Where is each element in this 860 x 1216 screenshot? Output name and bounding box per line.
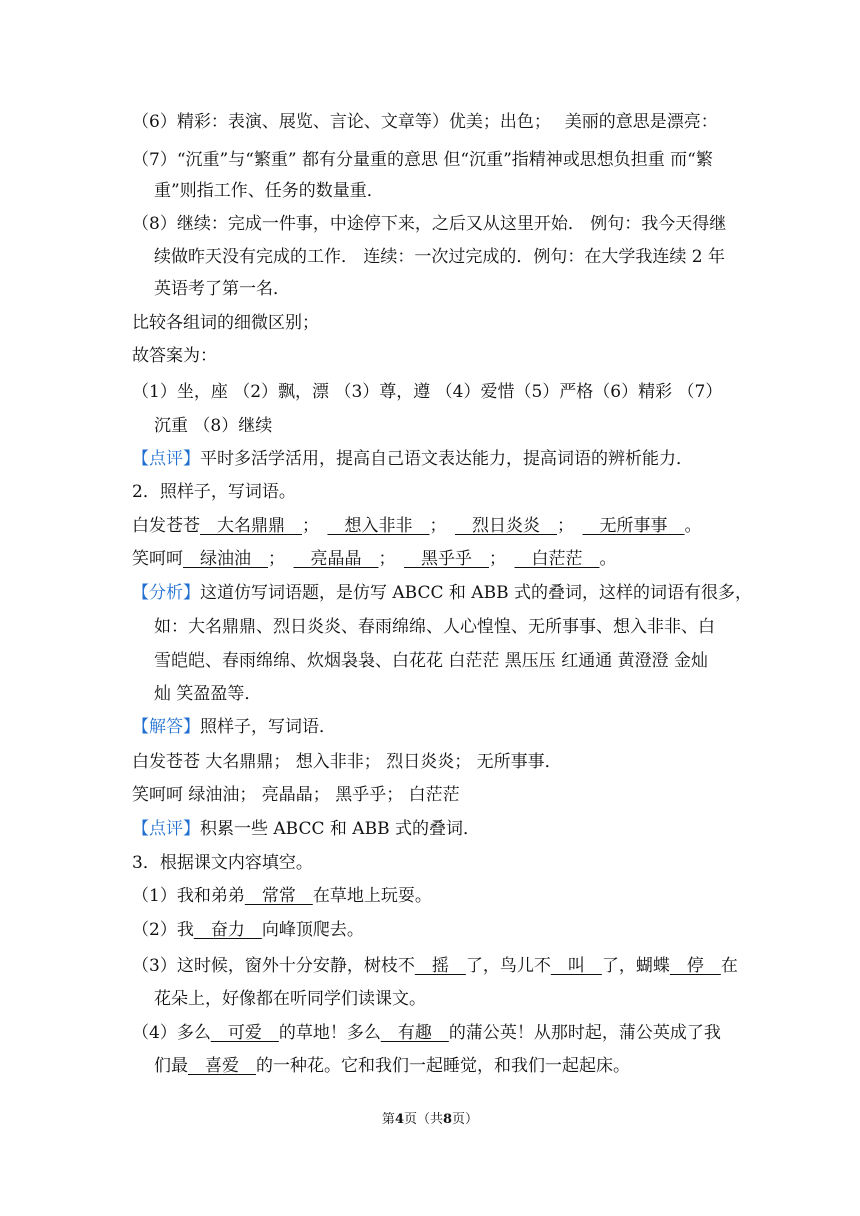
answer-blank: 亮晶晶	[293, 549, 379, 569]
text-line: 故答案为：	[132, 346, 217, 366]
analysis-tag: 【分析】	[132, 583, 200, 603]
comment-text: 积累一些 ABCC 和 ABB 式的叠词．	[200, 819, 480, 839]
text-line: （8）继续：完成一件事，中途停下来，之后又从这里开始． 例句：我今天得继	[132, 214, 727, 234]
answer-blank: 常常	[244, 886, 313, 906]
text-line: 花朵上，好像都在听同学们读课文。	[154, 989, 426, 1009]
answer-blank: 可爱	[210, 1023, 279, 1043]
question-heading: 2．照样子，写词语。	[132, 482, 296, 502]
text-line: 雪皑皑、春雨绵绵、炊烟袅袅、白花花 白茫茫 黑压压 红通通 黄澄澄 金灿	[154, 651, 709, 671]
answer-line: 笑呵呵 绿油油 ； 亮晶晶 ； 黑乎乎 ； 白茫茫 。	[132, 549, 617, 569]
comment-tag: 【点评】	[132, 449, 200, 469]
text-line: 重”则指工作、任务的数量重．	[154, 181, 384, 201]
page-total: 8	[443, 1112, 453, 1127]
example-word: 白发苍苍	[132, 516, 200, 536]
answer-blank: 白茫茫	[514, 549, 600, 569]
solution-text: 照样子，写词语．	[200, 717, 336, 737]
fill-line: 们最 喜爱 的一种花。它和我们一起睡觉，和我们一起起床。	[154, 1056, 630, 1076]
answer-blank: 大名鼎鼎	[200, 516, 302, 536]
text-line: 如：大名鼎鼎、烈日炎炎、春雨绵绵、人心惶惶、无所事事、想入非非、白	[154, 617, 715, 637]
text-line: （7）“沉重”与“繁重” 都有分量重的意思 但“沉重”指精神或思想负担重 而“繁	[132, 150, 713, 170]
comment-line	[132, 449, 693, 469]
text-line: 英语考了第一名．	[154, 279, 290, 299]
answer-line: 白发苍苍 大名鼎鼎 ； 想入非非 ； 烈日炎炎 ； 无所事事 。	[132, 516, 702, 536]
answer-blank: 绿油油	[183, 549, 268, 569]
answer-blank: 叫	[550, 956, 602, 976]
answer-blank: 喜爱	[188, 1056, 256, 1076]
text-line: 灿 笑盈盈等．	[154, 684, 262, 704]
answer-blank: 停	[669, 956, 721, 976]
text-line: 比较各组词的细微区别；	[132, 313, 319, 333]
answer-blank: 奋力	[193, 920, 262, 940]
fill-line: （4）多么 可爱 的草地！多么 有趣 的蒲公英！从那时起，蒲公英成了我	[132, 1023, 721, 1043]
answer-blank: 无所事事	[582, 516, 685, 536]
answer-blank: 有趣	[380, 1023, 449, 1043]
fill-line: （2）我 奋力 向峰顶爬去。	[132, 920, 364, 940]
text-line: 沉重 （8）继续	[154, 416, 273, 436]
page-number: 4	[394, 1112, 404, 1127]
comment-text: 平时多活学活用，提高自己语文表达能力，提高词语的辨析能力．	[200, 449, 693, 469]
solution-tag: 【解答】	[132, 717, 200, 737]
answer-blank: 烈日炎炎	[455, 516, 557, 536]
comment-line	[132, 819, 480, 839]
fill-line: （1）我和弟弟 常常 在草地上玩耍。	[132, 886, 432, 906]
answer-blank: 摇	[414, 956, 466, 976]
text-line: （6）精彩：表演、展览、言论、文章等）优美；出色； 美丽的意思是漂亮：	[132, 112, 718, 132]
fill-line: （3）这时候，窗外十分安静，树枝不 摇 了，鸟儿不 叫 了，蝴蝶 停 在	[132, 956, 738, 976]
analysis-text: 这道仿写词语题，是仿写 ABCC 和 ABB 式的叠词，这样的词语有很多，	[200, 583, 752, 603]
text-line: 续做昨天没有完成的工作． 连续：一次过完成的．例句：在大学我连续 2 年	[154, 247, 726, 267]
solution-line	[132, 717, 336, 737]
text-line: 白发苍苍 大名鼎鼎； 想入非非； 烈日炎炎； 无所事事．	[132, 752, 562, 772]
text-line: 笑呵呵 绿油油； 亮晶晶； 黑乎乎； 白茫茫	[132, 785, 460, 805]
example-word: 笑呵呵	[132, 549, 183, 569]
text-line: （1）坐，座 （2）飘，漂 （3）尊，遵 （4）爱惜（5）严格（6）精彩 （7）	[132, 382, 723, 402]
comment-tag: 【点评】	[132, 819, 200, 839]
page-footer: 第4页（共8页）	[381, 1112, 479, 1127]
answer-blank: 黑乎乎	[404, 549, 489, 569]
analysis-line	[132, 583, 752, 603]
answer-blank: 想入非非	[327, 516, 430, 536]
question-heading: 3．根据课文内容填空。	[132, 853, 313, 873]
